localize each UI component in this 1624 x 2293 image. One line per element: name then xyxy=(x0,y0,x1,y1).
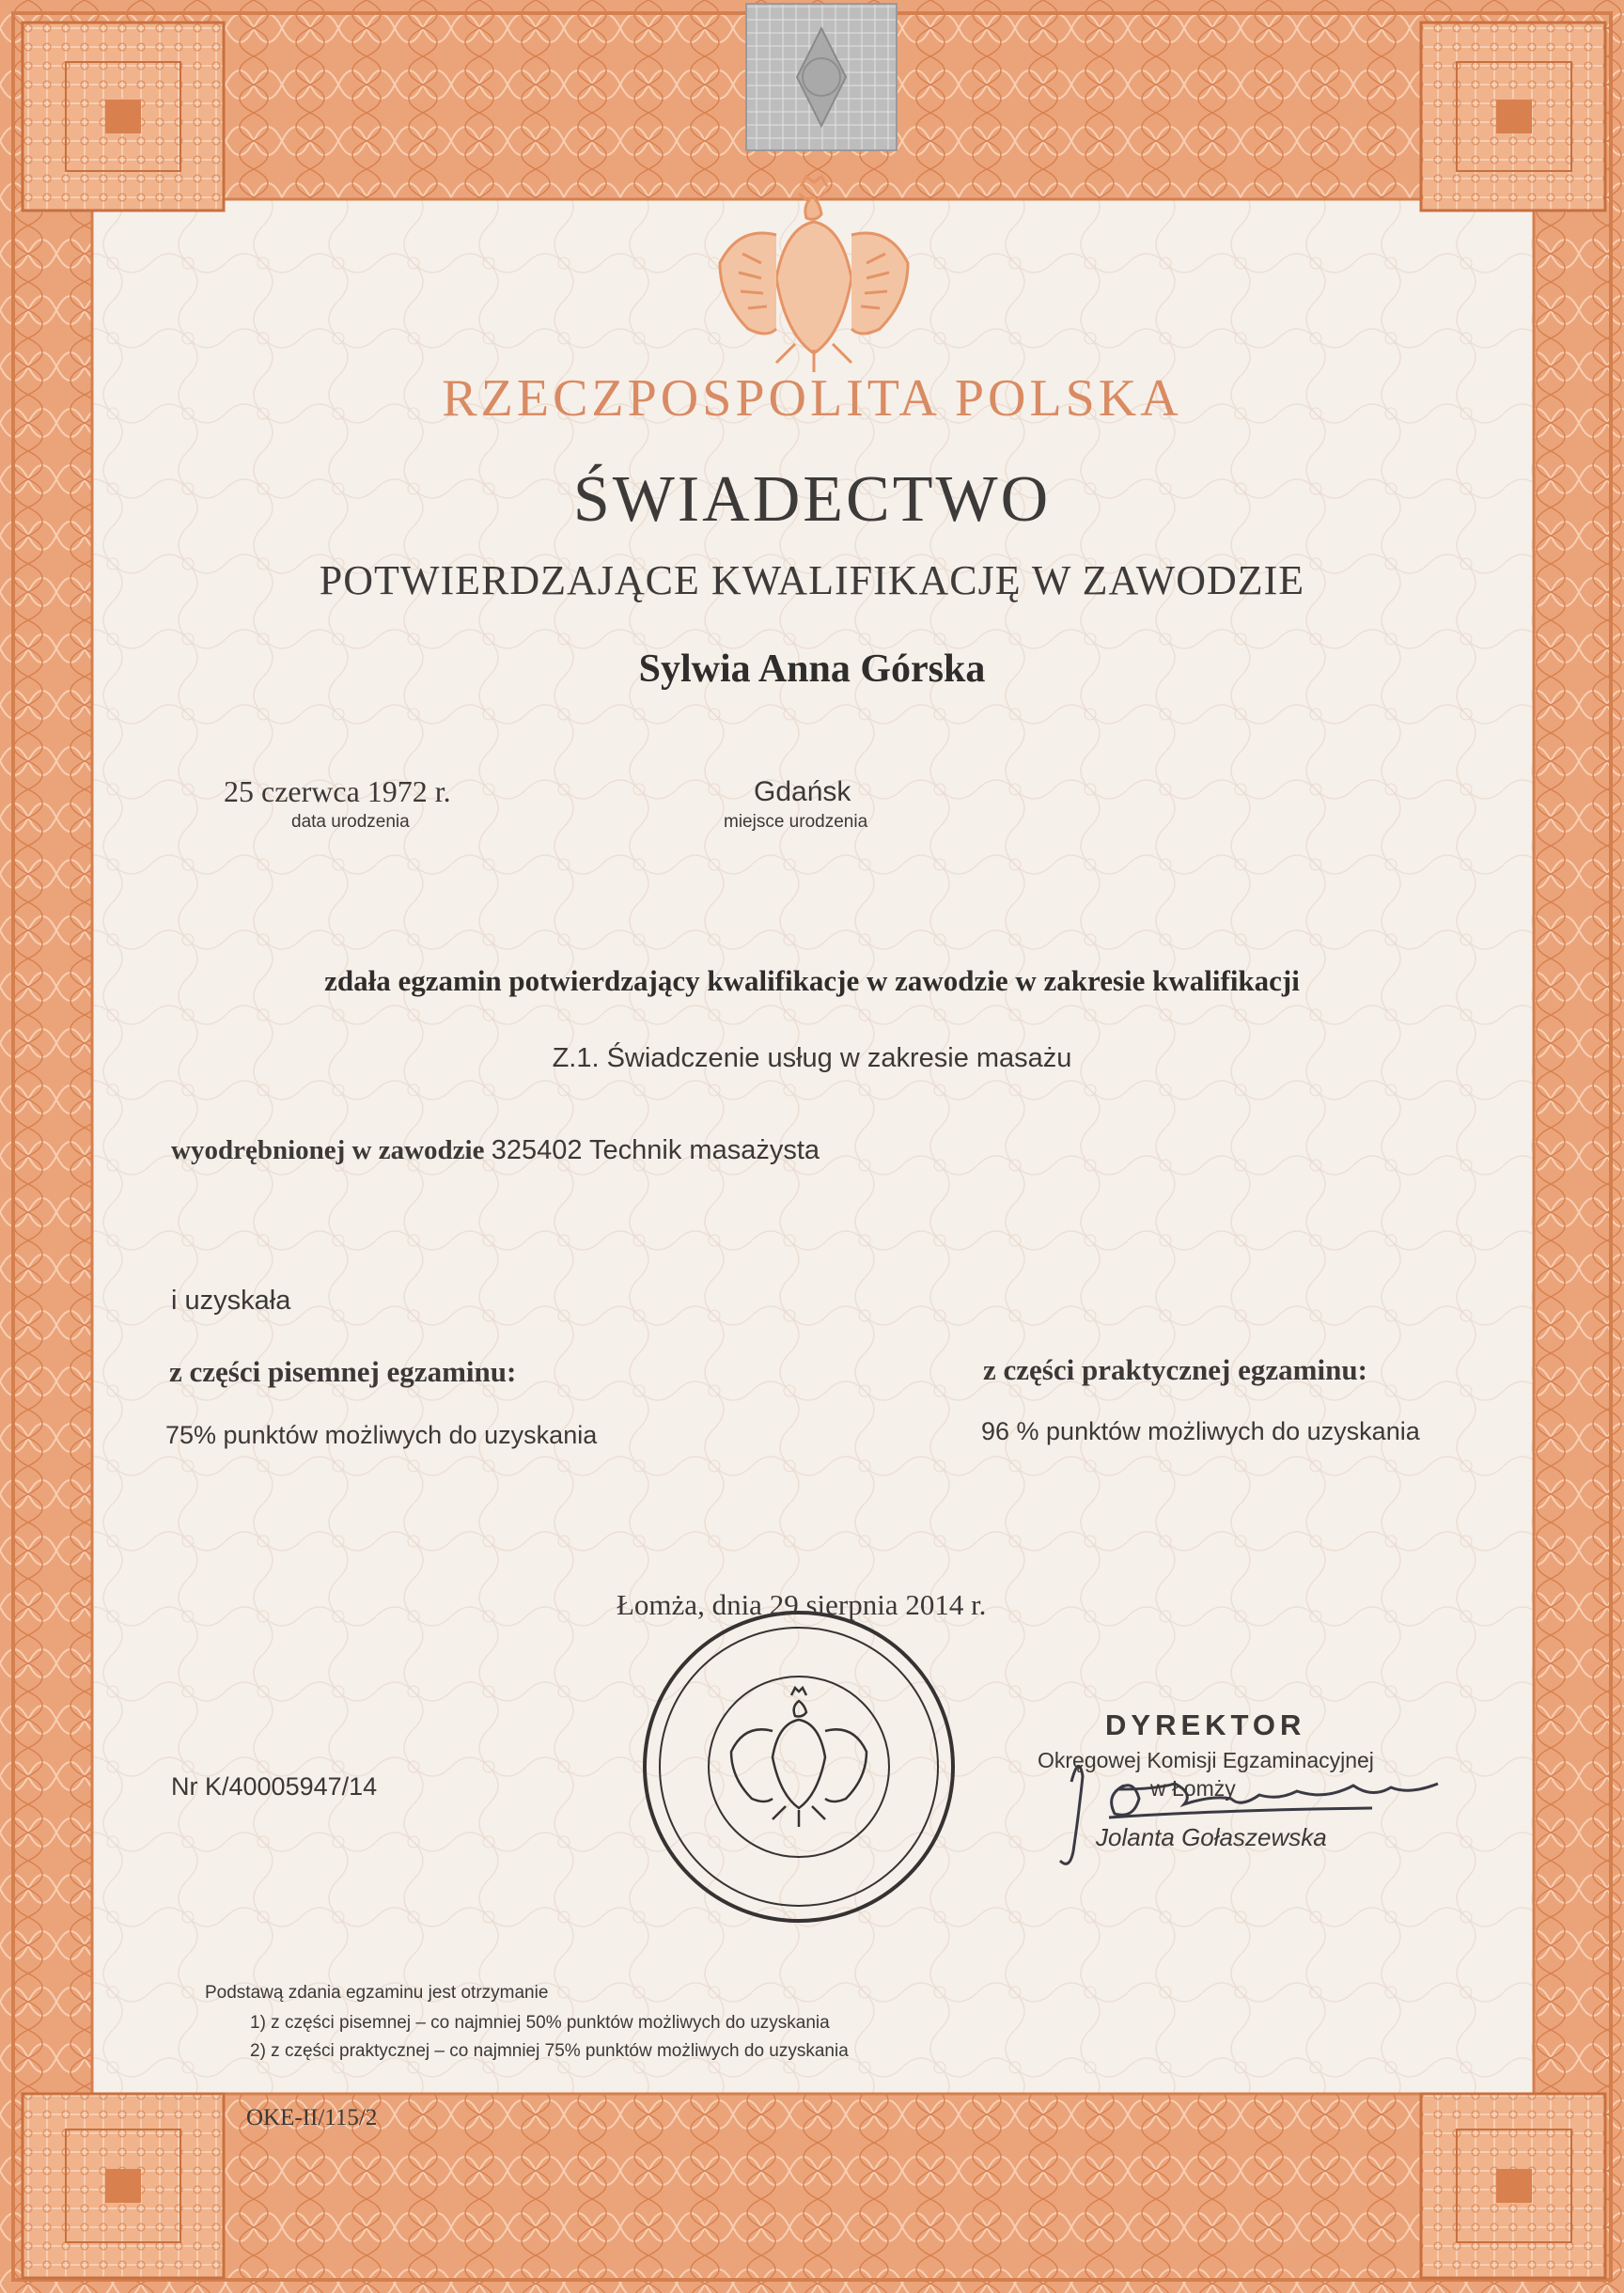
holder-name: Sylwia Anna Górska xyxy=(638,647,986,691)
written-part-score: 75% punktów możliwych do uzyskania xyxy=(165,1421,598,1449)
birth-date: 25 czerwca 1972 r. xyxy=(224,774,451,808)
profession-label: wyodrębnionej w zawodzie xyxy=(171,1135,485,1165)
practical-part-score: 96 % punktów możliwych do uzyskania xyxy=(981,1417,1420,1445)
director-organization-city: w Łomży xyxy=(1150,1776,1236,1801)
director-organization: Okręgowej Komisji Egzaminacyjnej xyxy=(1038,1748,1374,1772)
corner-ornament-bottom-left xyxy=(23,2094,224,2278)
issue-place-date: Łomża, dnia 29 sierpnia 2014 r. xyxy=(617,1588,987,1621)
director-name: Jolanta Gołaszewska xyxy=(1096,1823,1327,1851)
received-label: i uzyskała xyxy=(171,1286,291,1316)
profession-value: 325402 Technik masażysta xyxy=(491,1135,820,1165)
hologram-icon xyxy=(746,4,897,150)
birth-place-caption: miejsce urodzenia xyxy=(724,812,868,832)
birth-place: Gdańsk xyxy=(754,776,851,807)
footnote-line-2: 2) z części praktycznej – co najmniej 75% punktów możliwych do uzyskania xyxy=(250,2041,849,2061)
document-subtitle: POTWIERDZAJĄCE KWALIFIKACJĘ W ZAWODZIE xyxy=(319,557,1305,603)
director-title: DYREKTOR xyxy=(1105,1708,1306,1741)
practical-part-heading: z części praktycznej egzaminu: xyxy=(983,1353,1367,1386)
corner-ornament-top-left xyxy=(23,23,224,211)
corner-ornament-bottom-right xyxy=(1421,2094,1605,2278)
qualification-name: Z.1. Świadczenie usług w zakresie masażu xyxy=(552,1043,1072,1073)
footnote-intro: Podstawą zdania egzaminu jest otrzymanie xyxy=(205,1983,549,2003)
certificate-number: Nr K/40005947/14 xyxy=(171,1772,378,1801)
profession-line xyxy=(171,1135,820,1166)
exam-statement: zdała egzamin potwierdzający kwalifikacje w zawodzie w zakresie kwalifikacji xyxy=(324,964,1300,997)
document-title: ŚWIADECTWO xyxy=(572,463,1052,536)
form-code: OKE-II/115/2 xyxy=(246,2105,378,2130)
written-part-heading: z części pisemnej egzaminu: xyxy=(169,1355,517,1388)
birth-date-caption: data urodzenia xyxy=(291,812,410,832)
corner-ornament-top-right xyxy=(1421,23,1605,211)
country-title: RZECZPOSPOLITA POLSKA xyxy=(442,369,1182,428)
footnote-line-1: 1) z części pisemnej – co najmniej 50% punktów możliwych do uzyskania xyxy=(250,2013,830,2033)
